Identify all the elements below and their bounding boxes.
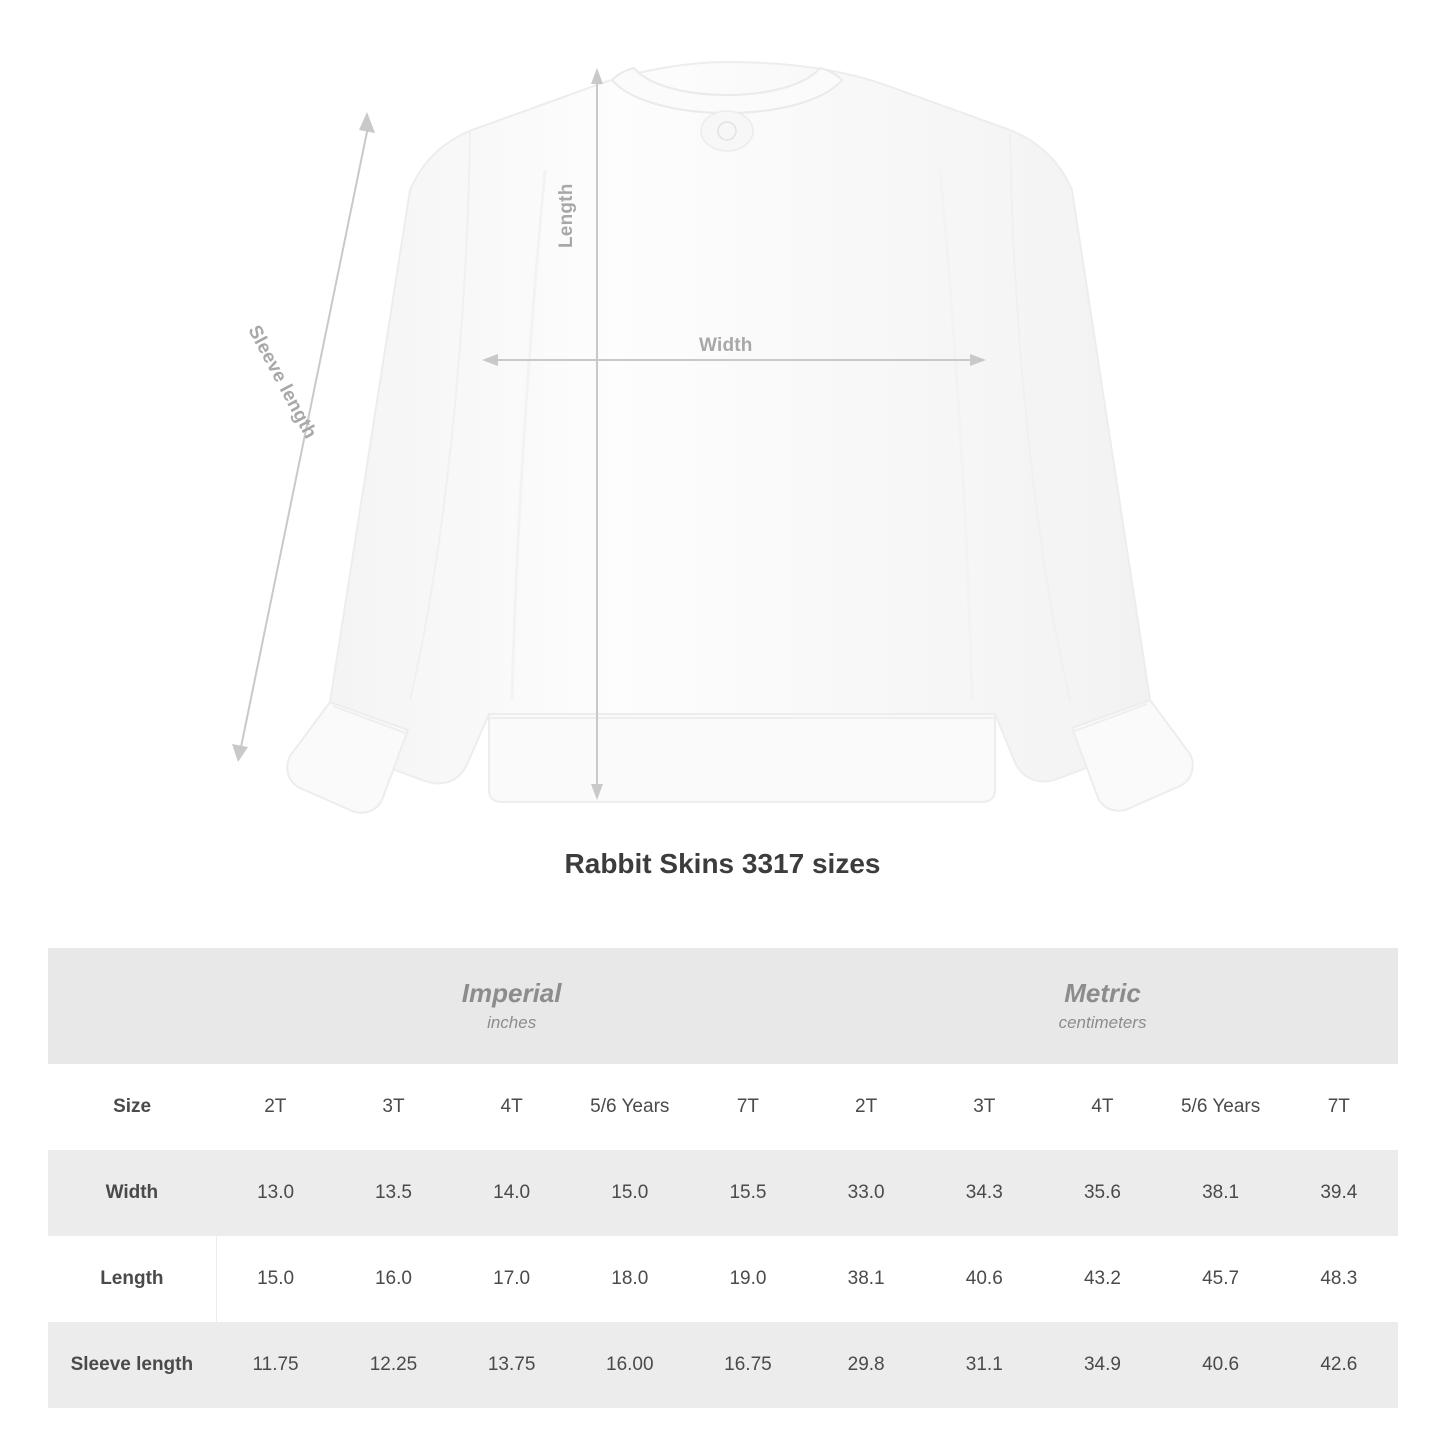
header-metric-2t: 2T [807, 1064, 925, 1150]
sleeve-metric-3t: 31.1 [925, 1322, 1043, 1408]
column-header-row [48, 1064, 1398, 1150]
sleeve-metric-4t: 34.9 [1043, 1322, 1161, 1408]
length-imperial-3t: 16.0 [334, 1236, 452, 1322]
length-label: Length [556, 183, 577, 248]
length-metric-5-6-years: 45.7 [1162, 1236, 1280, 1322]
row-label-width: Width [48, 1150, 216, 1236]
header-imperial-3t: 3T [334, 1064, 452, 1150]
table-row-sleeve-length [48, 1322, 1398, 1408]
header-size: Size [48, 1064, 216, 1150]
row-label-length: Length [48, 1236, 216, 1322]
size-table-wrapper [48, 948, 1398, 1408]
header-imperial-5-6-years: 5/6 Years [571, 1064, 689, 1150]
sleeve-imperial-3t: 12.25 [334, 1322, 452, 1408]
width-imperial-3t: 13.5 [334, 1150, 452, 1236]
header-metric-4t: 4T [1043, 1064, 1161, 1150]
sleeve-metric-7t: 42.6 [1280, 1322, 1398, 1408]
length-imperial-2t: 15.0 [216, 1236, 334, 1322]
sleeve-length-label: Sleeve length [243, 322, 321, 443]
sleeve-imperial-2t: 11.75 [216, 1322, 334, 1408]
sleeve-imperial-7t: 16.75 [689, 1322, 807, 1408]
header-imperial-2t: 2T [216, 1064, 334, 1150]
unit-group-metric [807, 948, 1398, 1064]
unit-group-imperial-name: Imperial [461, 978, 562, 1009]
width-metric-2t: 33.0 [807, 1150, 925, 1236]
width-metric-4t: 35.6 [1043, 1150, 1161, 1236]
width-imperial-2t: 13.0 [216, 1150, 334, 1236]
sleeve-imperial-5-6-years: 16.00 [571, 1322, 689, 1408]
length-metric-2t: 38.1 [807, 1236, 925, 1322]
unit-group-imperial [216, 948, 807, 1064]
row-label-sleeve-length: Sleeve length [48, 1322, 216, 1408]
length-metric-4t: 43.2 [1043, 1236, 1161, 1322]
width-metric-3t: 34.3 [925, 1150, 1043, 1236]
unit-header-spacer [48, 948, 216, 1064]
width-metric-5-6-years: 38.1 [1162, 1150, 1280, 1236]
width-imperial-5-6-years: 15.0 [571, 1150, 689, 1236]
sleeve-metric-2t: 29.8 [807, 1322, 925, 1408]
length-imperial-5-6-years: 18.0 [571, 1236, 689, 1322]
header-imperial-4t: 4T [453, 1064, 571, 1150]
sleeve-imperial-4t: 13.75 [453, 1322, 571, 1408]
length-imperial-4t: 17.0 [453, 1236, 571, 1322]
unit-group-imperial-sub: inches [487, 1012, 537, 1032]
header-metric-7t: 7T [1280, 1064, 1398, 1150]
page-title: Rabbit Skins 3317 sizes [564, 848, 881, 879]
width-metric-7t: 39.4 [1280, 1150, 1398, 1236]
header-imperial-7t: 7T [689, 1064, 807, 1150]
header-metric-3t: 3T [925, 1064, 1043, 1150]
size-table [48, 948, 1398, 1408]
header-metric-5-6-years: 5/6 Years [1162, 1064, 1280, 1150]
length-metric-3t: 40.6 [925, 1236, 1043, 1322]
unit-header-row [48, 948, 1398, 1064]
length-metric-7t: 48.3 [1280, 1236, 1398, 1322]
table-row-width [48, 1150, 1398, 1236]
length-imperial-7t: 19.0 [689, 1236, 807, 1322]
width-label: Width [699, 335, 753, 356]
table-row-length [48, 1236, 1398, 1322]
sleeve-metric-5-6-years: 40.6 [1162, 1322, 1280, 1408]
unit-group-metric-sub: centimeters [1058, 1012, 1147, 1032]
unit-group-metric-name: Metric [1064, 978, 1141, 1009]
width-imperial-7t: 15.5 [689, 1150, 807, 1236]
width-imperial-4t: 14.0 [453, 1150, 571, 1236]
